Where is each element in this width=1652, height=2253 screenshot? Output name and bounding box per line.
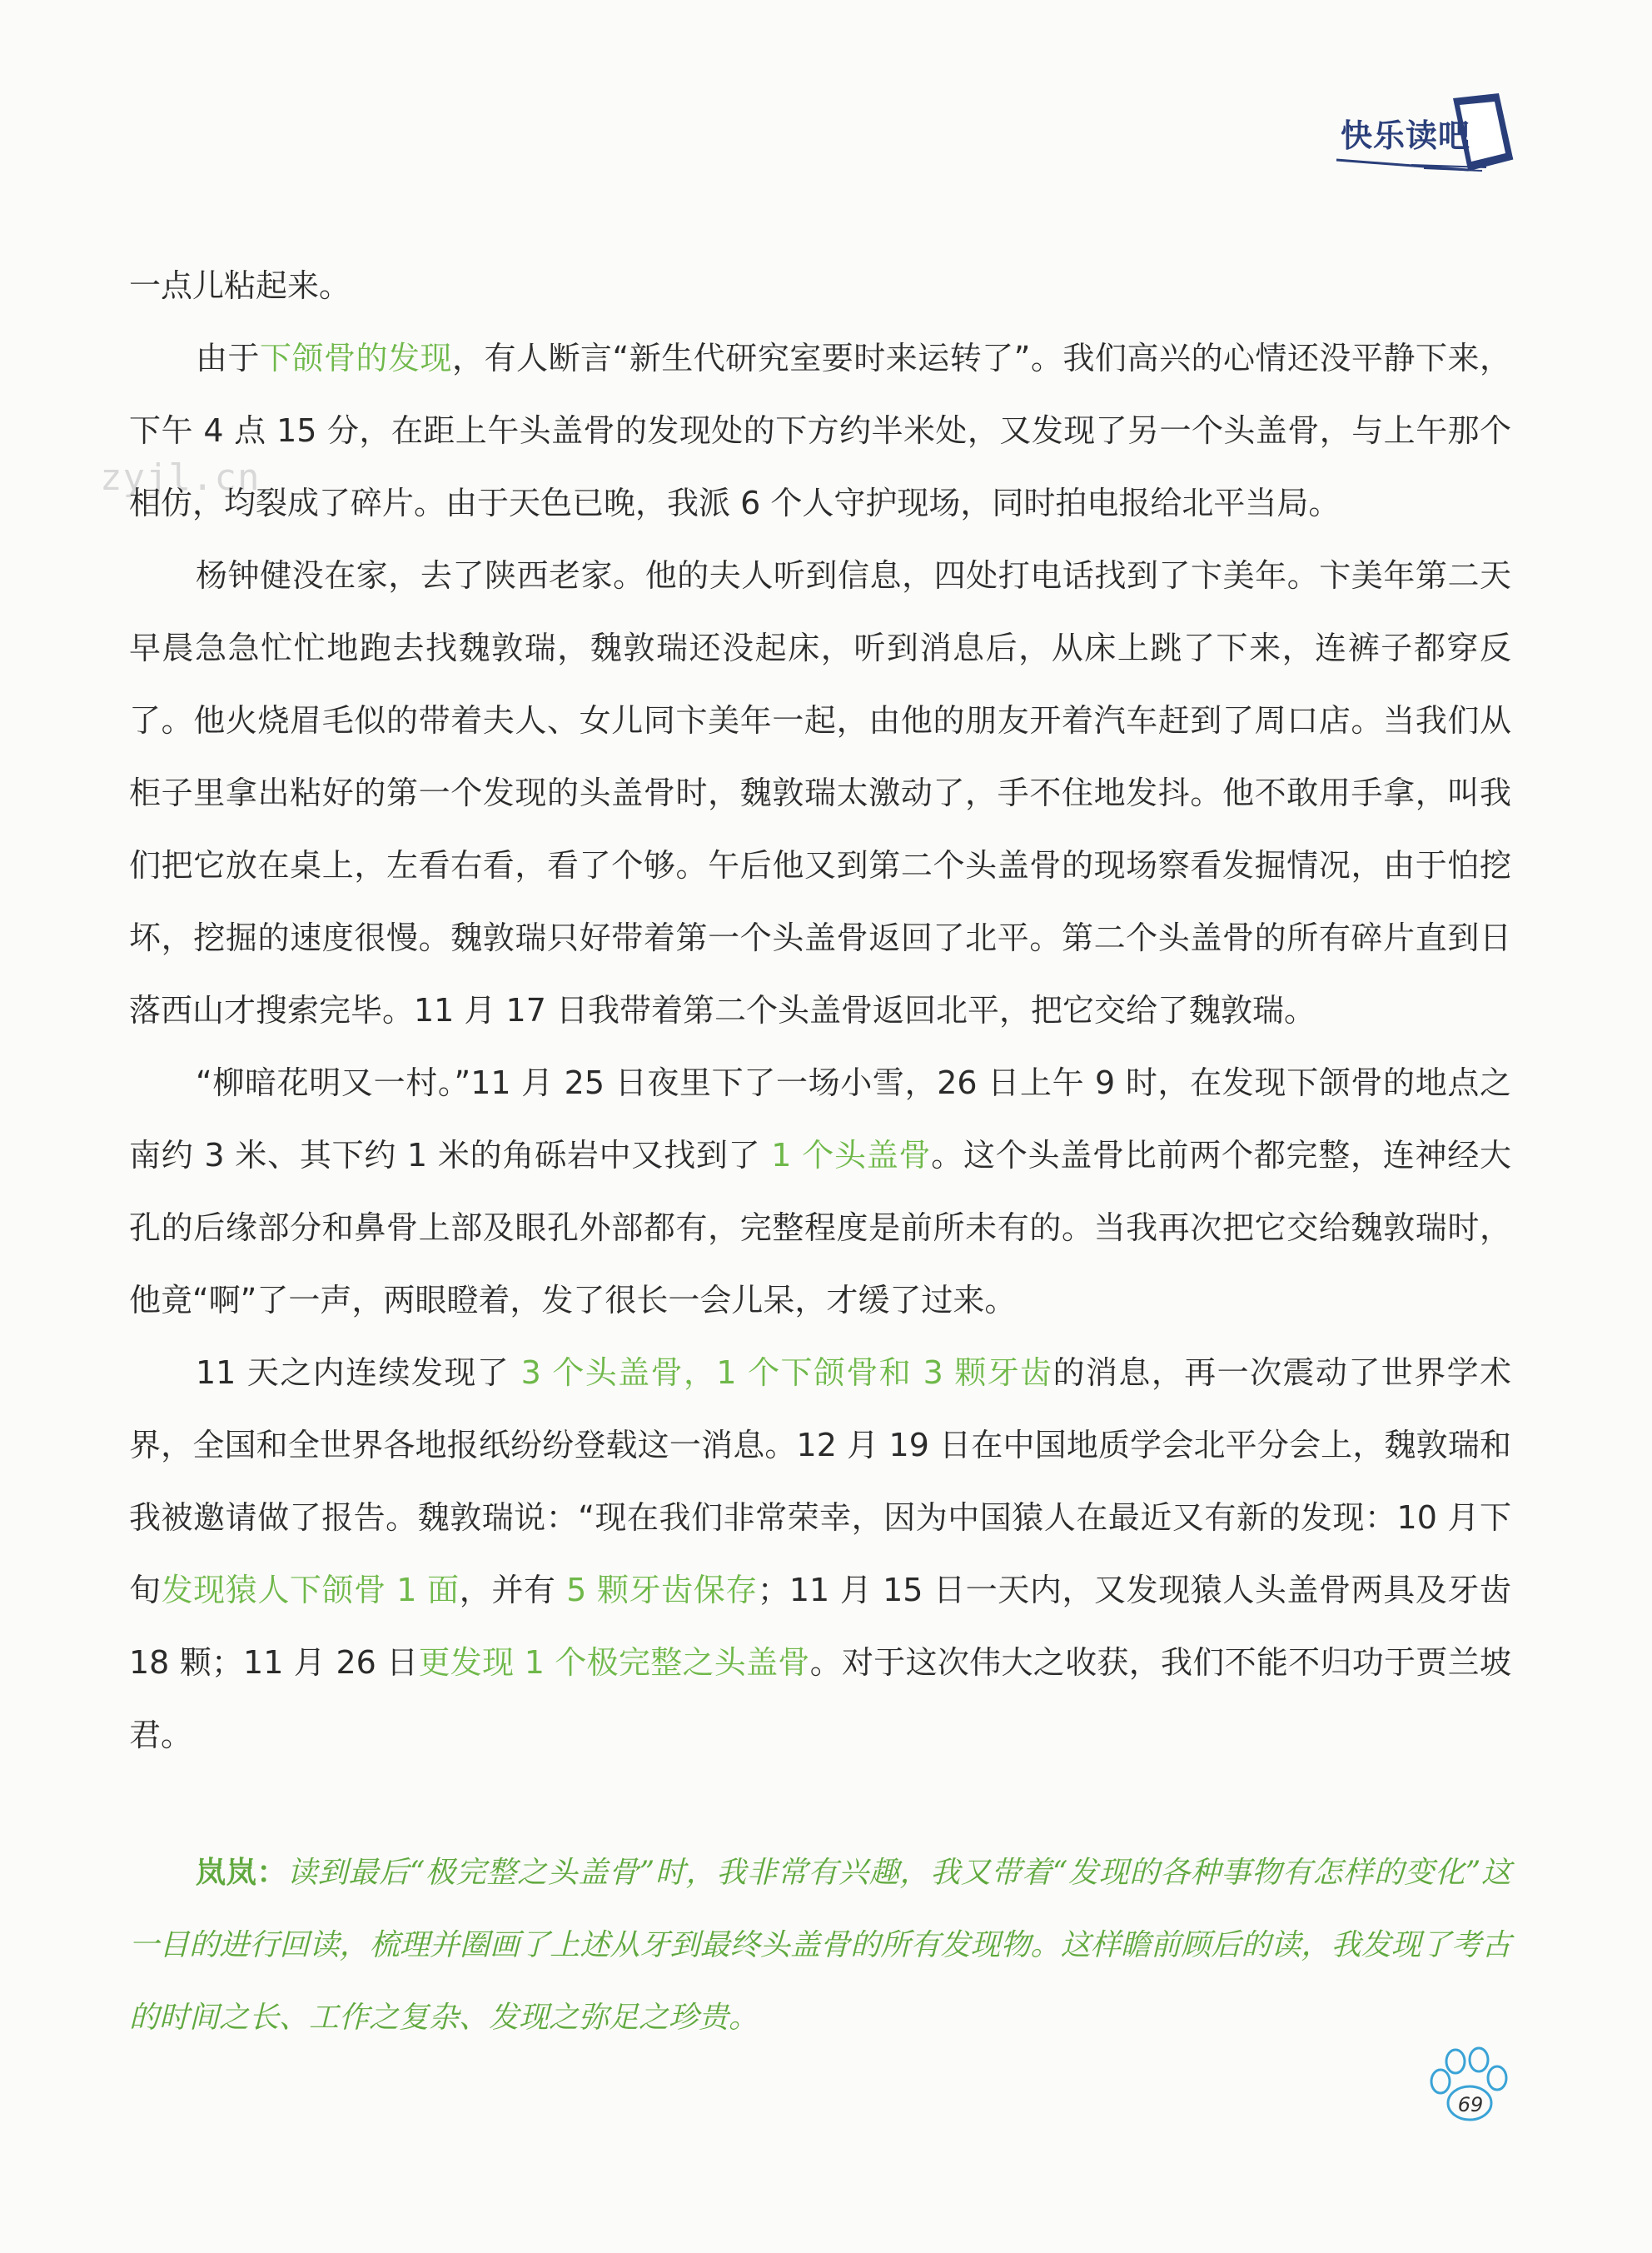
note-text: 读到最后“极完整之头盖骨”时，我非常有兴趣，我又带着“发现的各种事物有怎样的变化”这一目的进行回读，梳理并圈画了上述从牙到最终头盖骨的所有发现物。这样瞻前顾后的读，我发现了考古的时间之长、工作之复杂、发现之弥足之珍贵。 xyxy=(129,1856,1511,2035)
paragraph-text: ，并有 xyxy=(459,1572,567,1608)
paragraph-text: 。对于这次伟大之收获，我们不能不归功于贾兰坡君。 xyxy=(129,1644,1511,1753)
paw-page-badge xyxy=(1424,2045,1515,2124)
article-body xyxy=(129,250,1511,1772)
highlighted-text: 3 个头盖骨，1 个下颌骨和 3 颗牙齿 xyxy=(520,1354,1053,1391)
paragraph xyxy=(129,1047,1511,1337)
paragraph-text: 的消息，再一次震动了世界学术界，全国和全世界各地报纸纷纷登载这一消息。12 月 19 日在中国地质学会北平分会上，魏敦瑞和我被邀请做了报告。魏敦瑞说：“现在我们非常荣幸，因为中国猿人在最近又有新的发现：10 月下旬 xyxy=(129,1354,1511,1608)
section-title: 快乐读吧 xyxy=(1341,117,1471,154)
highlighted-text: 发现猿人下颌骨 1 面 xyxy=(161,1572,460,1608)
paragraph-text: “柳暗花明又一村。”11 月 25 日夜里下了一场小雪，26 日上午 9 时，在发现下颌骨的地点之南约 3 米、其下约 1 米的角砾岩中又找到了 xyxy=(129,1064,1511,1174)
highlighted-text: 5 颗牙齿保存 xyxy=(566,1572,758,1608)
watermark: zyjl.cn xyxy=(100,456,261,499)
paragraph-text: 11 天之内连续发现了 xyxy=(196,1354,521,1391)
paragraph-text: 杨钟健没在家，去了陕西老家。他的夫人听到信息，四处打电话找到了卞美年。卞美年第二天早晨急急忙忙地跑去找魏敦瑞，魏敦瑞还没起床，听到消息后，从床上跳了下来，连裤子都穿反了。他火烧眉毛似的带着夫人、女儿同卞美年一起，由他的朋友开着汽车赶到了周口店。当我们从柜子里拿出粘好的第一个发现的头盖骨时，魏敦瑞太激动了，手不住地发抖。他不敢用手拿，叫我们把它放在桌上，左看右看，看了个够。午后他又到第二个头盖骨的现场察看发掘情况，由于怕挖坏，挖掘的速度很慢。魏敦瑞只好带着第一个头盖骨返回了北平。第二个头盖骨的所有碎片直到日落西山才搜索完毕。11 月 17 日我带着第二个头盖骨返回北平，把它交给了魏敦瑞。 xyxy=(129,557,1511,1029)
paragraph-text: ，有人断言“新生代研究室要时来运转了”。我们高兴的心情还没平静下来，下午 4 点 15 分，在距上午头盖骨的发现处的下方约半米处，又发现了另一个头盖骨，与上午那个相仿，均裂成了碎片。由于天色已晚，我派 6 个人守护现场，同时拍电报给北平当局。 xyxy=(129,340,1511,521)
page-number: 69 xyxy=(1457,2093,1484,2116)
highlighted-text: 更发现 1 个极完整之头盖骨 xyxy=(418,1644,810,1681)
highlighted-text: 1 个头盖骨 xyxy=(771,1137,932,1174)
paragraph xyxy=(129,322,1511,540)
highlighted-text: 下颌骨的发现 xyxy=(260,340,453,376)
paragraph xyxy=(129,250,1511,322)
paragraph-text: 一点儿粘起来。 xyxy=(129,267,351,304)
paragraph-text: 。这个头盖骨比前两个都完整，连神经大孔的后缘部分和鼻骨上部及眼孔外部都有，完整程度是前所未有的。当我再次把它交给魏敦瑞时，他竟“啊”了一声，两眼瞪着，发了很长一会儿呆，才缓了过来。 xyxy=(129,1137,1511,1318)
paragraph xyxy=(129,540,1511,1047)
note-speaker: 岚岚： xyxy=(196,1855,288,1890)
reading-note xyxy=(129,1837,1511,2054)
paragraph-text: 由于 xyxy=(196,340,261,376)
paragraph xyxy=(129,1337,1511,1772)
paragraph-text: ；11 月 15 日一天内，又发现猿人头盖骨两具及牙齿 18 颗；11 月 26 日 xyxy=(129,1572,1511,1681)
